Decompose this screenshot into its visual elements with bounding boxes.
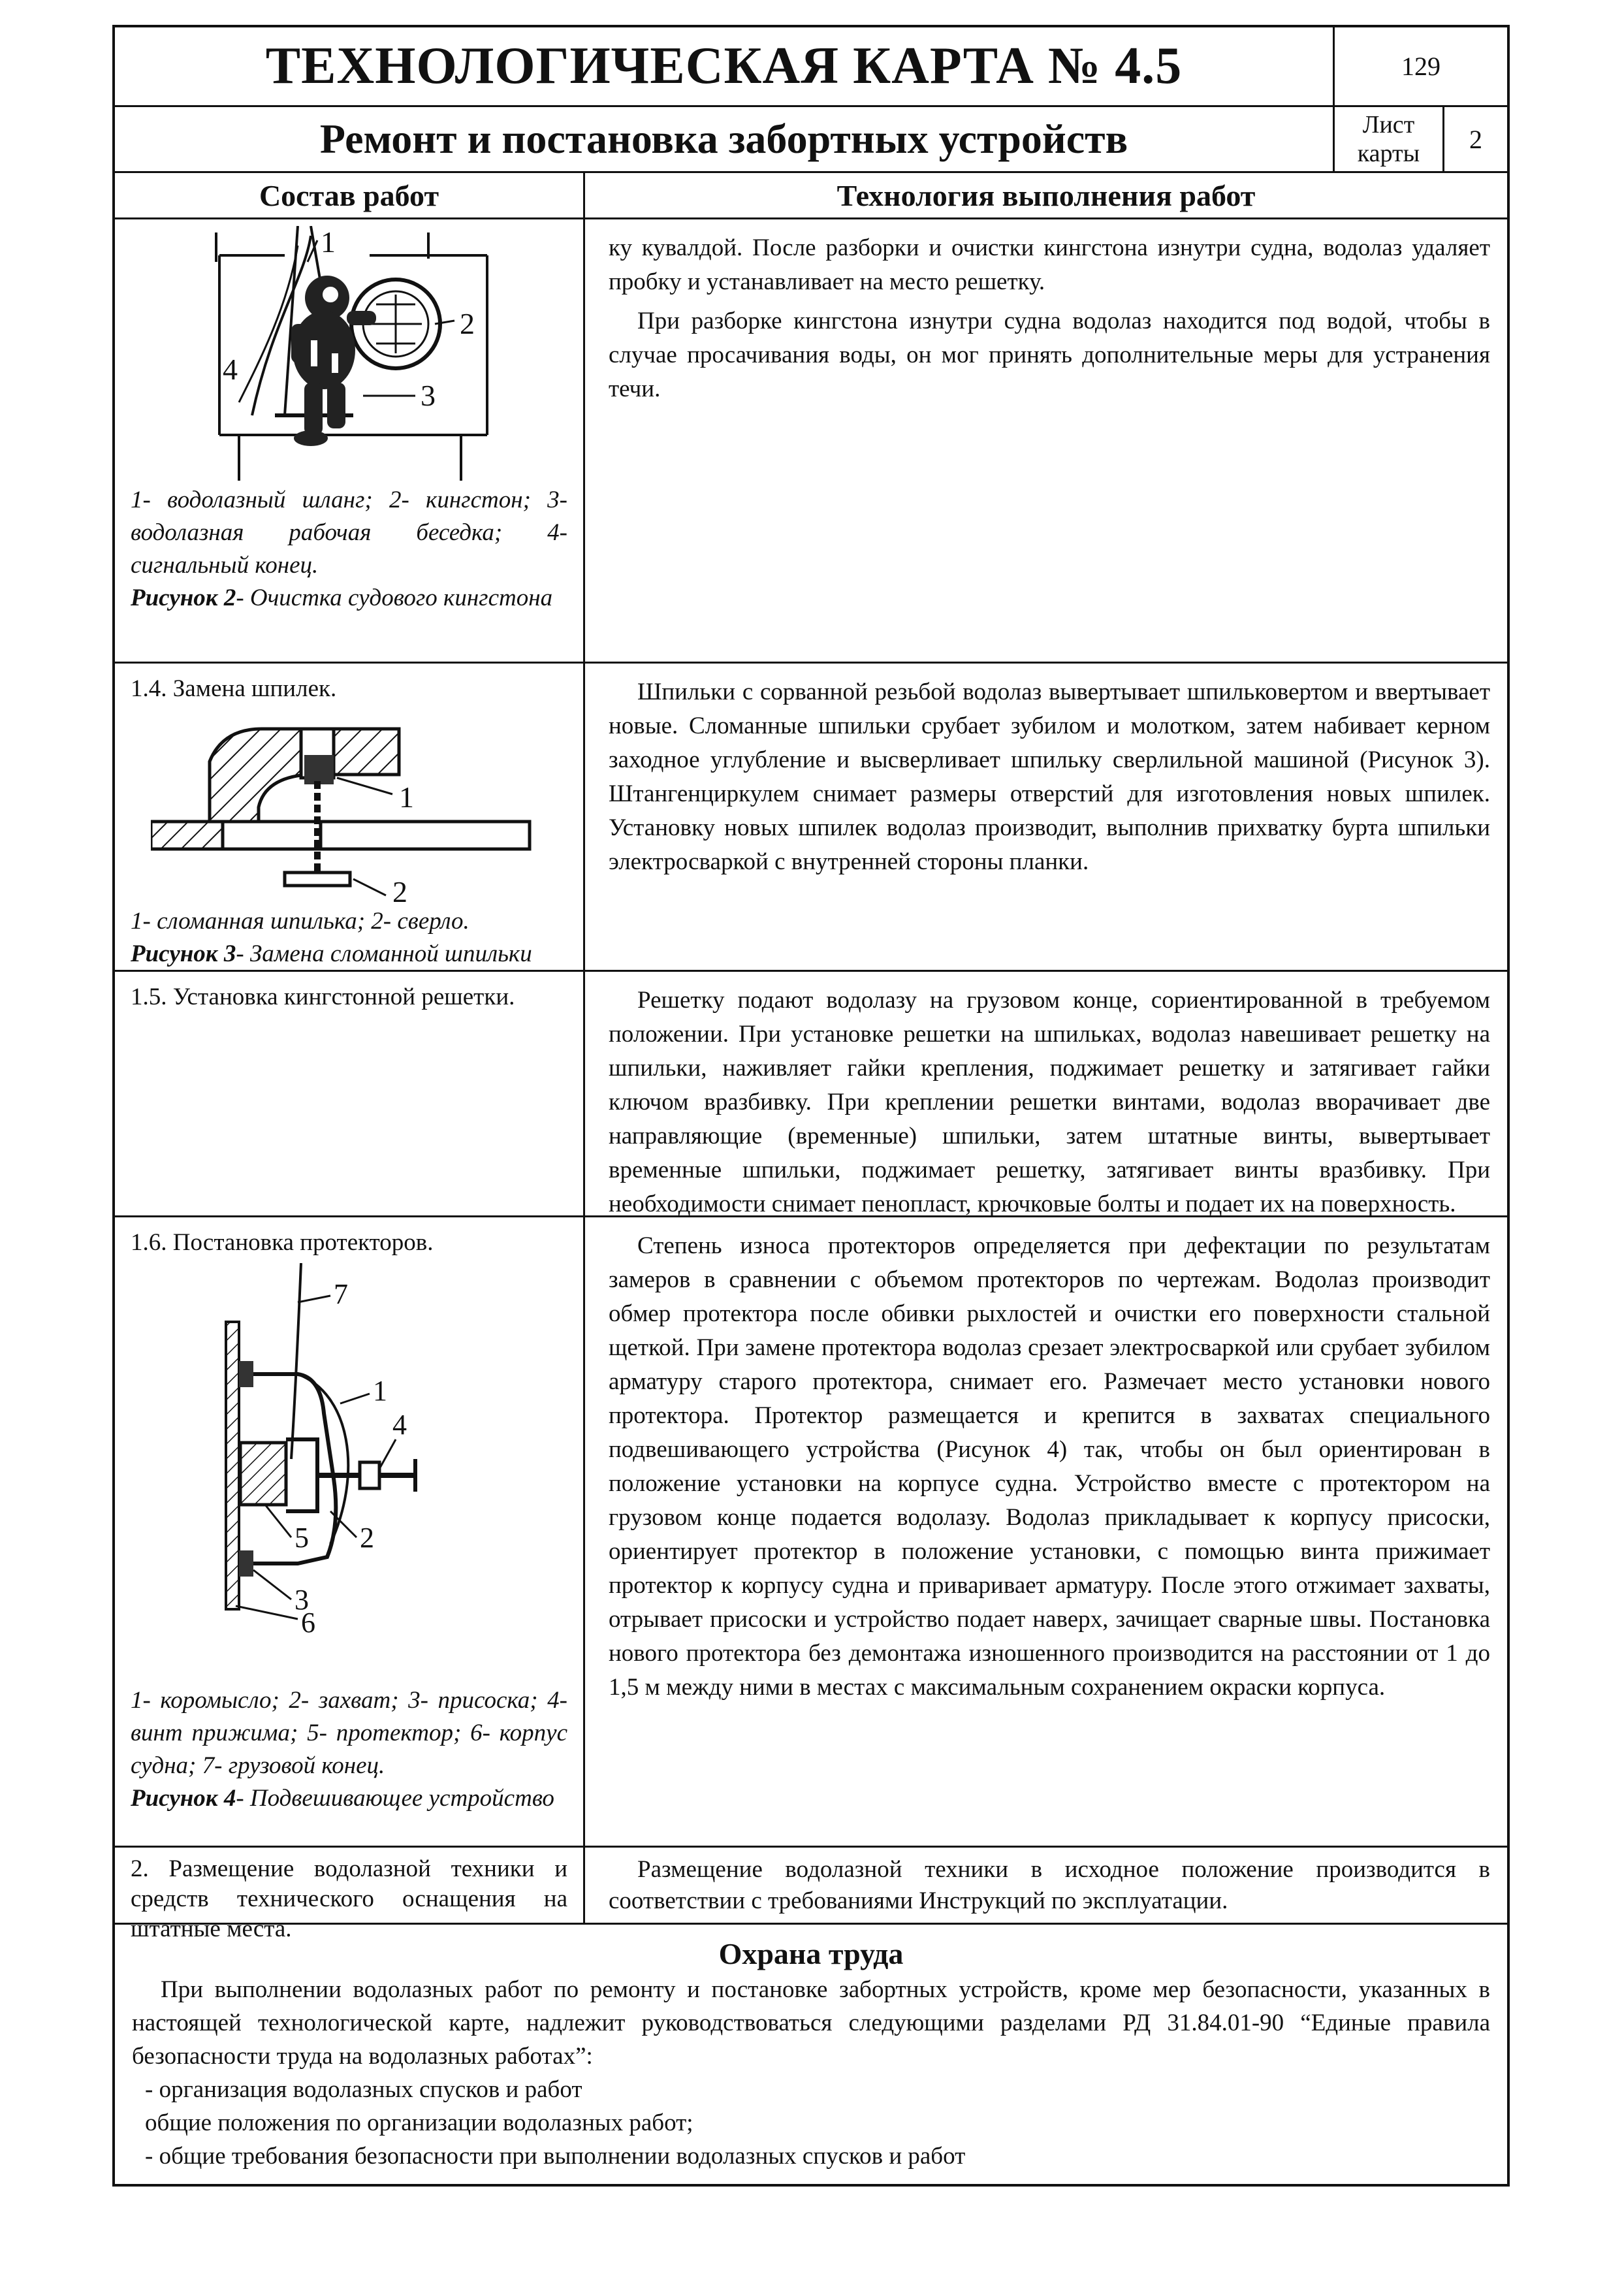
card-title: ТЕХНОЛОГИЧЕСКАЯ КАРТА № 4.5	[115, 27, 1335, 107]
figure-legend: 1- водолазный шланг; 2- кингстон; 3- водолазная рабочая беседка; 4- сигнальный конец.	[131, 487, 567, 579]
figure-label: 3	[421, 379, 436, 412]
figure-title: - Замена сломанной шпильки	[236, 940, 532, 967]
column-header-technology: Технология выполнения работ	[585, 171, 1507, 219]
works-cell	[115, 1217, 585, 1846]
figure-label: 4	[223, 353, 238, 386]
table-row	[115, 219, 1507, 664]
card-header	[115, 27, 1507, 171]
works-cell	[115, 972, 585, 1215]
figure-label: 1	[373, 1375, 387, 1407]
technology-paragraph: Решетку подают водолазу на грузовом конце, сориентированной в требуемом положении. При установке решетки на шпильках, водолаз навешивает решетку на шпильки, наживляет гайки крепления, поджимает решетку и затягивает гайки ключом вразбивку. При креплении решетки винтами, водолаз вворачивает две направляющие (временные) шпильки, затем штатные винты, вывертывает временные шпильки, поджимает решетку, затягивает винты вразбивку. При необходимости снимает пенопласт, крючковые болты и подает их на поверхность.	[609, 987, 1490, 1217]
figure-title: - Очистка судового кингстона	[236, 585, 553, 611]
technology-cell	[585, 972, 1507, 1215]
list-item: - общие требования безопасности при выполнении водолазных спусков и работ	[145, 2143, 966, 2170]
section-title: Охрана труда	[718, 1937, 904, 1970]
figure-label: 2	[360, 1522, 374, 1554]
works-cell	[115, 1848, 585, 1942]
card-subtitle: Ремонт и постановка забортных устройств	[115, 107, 1335, 171]
safety-intro: При выполнении водолазных работ по ремонту и постановке забортных устройств, кроме мер безопасности, указанных в настоящей технологической карте, надлежит руководствоваться следующими разделами РД 31.84.01-90 “Единые правила безопасности труда на водолазных работах”:	[132, 1976, 1490, 2070]
list-item: общие положения по организации водолазных работ;	[145, 2109, 693, 2136]
figure-label: 1	[321, 226, 336, 259]
figure-label: 1	[399, 780, 414, 814]
technology-paragraph: При разборке кингстона изнутри судна водолаз находится под водой, чтобы в случае просачивания воды, он мог принять дополнительные меры для устранения течи.	[609, 308, 1490, 402]
technology-cell	[585, 664, 1507, 970]
work-step-title: 2. Размещение водолазной техники и средств технического оснащения на штатные места.	[131, 1855, 567, 1942]
figure-label: 5	[295, 1522, 309, 1554]
figure-label: 7	[334, 1278, 348, 1310]
labor-safety-section	[115, 1925, 1507, 2186]
technology-cell	[585, 219, 1507, 662]
figure-stud-replacement	[151, 716, 543, 902]
works-cell	[115, 664, 585, 970]
works-cell	[115, 219, 585, 662]
figure-label: 6	[301, 1607, 315, 1639]
figure-number: Рисунок 2	[131, 585, 236, 611]
figure-caption	[131, 484, 567, 615]
sheet-label: Лист карты	[1335, 107, 1444, 171]
technology-paragraph: Размещение водолазной техники в исходное положение производится в соответствии с требованиями Инструкций по эксплуатации.	[609, 1856, 1490, 1914]
figure-label: 2	[460, 307, 475, 340]
figure-kingston-cleaning	[213, 226, 513, 484]
table-row	[115, 972, 1507, 1217]
technological-card-sheet	[112, 25, 1510, 2187]
table-row	[115, 1848, 1507, 1942]
figure-caption	[131, 1684, 567, 1815]
work-step-title: 1.5. Установка кингстонной решетки.	[131, 984, 515, 1010]
work-step-title: 1.6. Постановка протекторов.	[131, 1229, 434, 1256]
figure-legend: 1- коромысло; 2- захват; 3- присоска; 4- винт прижима; 5- протектор; 6- корпус судна; 7- грузовой конец.	[131, 1687, 567, 1779]
page-number: 129	[1335, 27, 1507, 107]
technology-paragraph: Степень износа протекторов определяется при дефектации по результатам замеров в сравнении с объемом протекторов по чертежам. Водолаз производит обмер протектора после обивки рыхлостей и очистки его поверхности стальной щеткой. При замене протектора водолаз срезает электросваркой или срубает зубилом арматуру старого протектора, снимает его. Размечает место установки нового протектора. Протектор размещается и крепится в захватах специального подвешивающего устройства (Рисунок 4) так, чтобы он был ориентирован в положение установки на корпусе судна. Устройство вместе с протектором на грузовом конце подается водолазу. Водолаз прикладывает к корпусу присоски, ориентирует протектор в положение установки, с помощью винта прижимает протектор к корпусу судна и приваривает арматуру. После этого отжимает захваты, отрывает присоски и устройство подает наверх, зачищает сварные швы. Постановка нового протектора без демонтажа изношенного производится на расстоянии от 1 до 1,5 м между ними в местах с максимальным сохранением окраски корпуса.	[609, 1232, 1490, 1701]
technology-paragraph: ку кувалдой. После разборки и очистки кингстона изнутри судна, водолаз удаляет пробку и устанавливает на место решетку.	[609, 234, 1490, 295]
work-step-title: 1.4. Замена шпилек.	[131, 675, 337, 702]
technology-paragraph: Шпильки с сорванной резьбой водолаз вывертывает шпильковертом и ввертывает новые. Сломанные шпильки срубает зубилом и молотком, затем набивает керном заходное углубление и высверливает шпильку сверлильной машиной (Рисунок 3). Штангенциркулем снимает размеры отверстий для изготовления новых шпилек. Установку новых шпилек водолаз производит, выполнив прихватку бурта шпильки электросваркой с внутренней стороны планки.	[609, 679, 1490, 875]
list-item: - организация водолазных спусков и работ	[145, 2076, 582, 2103]
figure-caption	[131, 905, 567, 970]
sheet-number: 2	[1469, 124, 1482, 154]
figure-label: 3	[295, 1584, 309, 1616]
table-row	[115, 664, 1507, 972]
figure-label: 4	[392, 1409, 407, 1441]
table-row	[115, 1217, 1507, 1848]
figure-suspension-device	[200, 1263, 474, 1642]
figure-label: 2	[392, 875, 407, 902]
column-header-works: Состав работ	[115, 171, 585, 219]
figure-legend: 1- сломанная шпилька; 2- сверло.	[131, 908, 470, 935]
figure-number: Рисунок 3	[131, 940, 236, 967]
technology-cell	[585, 1217, 1507, 1846]
technology-cell	[585, 1848, 1507, 1923]
figure-number: Рисунок 4	[131, 1785, 236, 1812]
figure-title: - Подвешивающее устройство	[236, 1785, 554, 1812]
